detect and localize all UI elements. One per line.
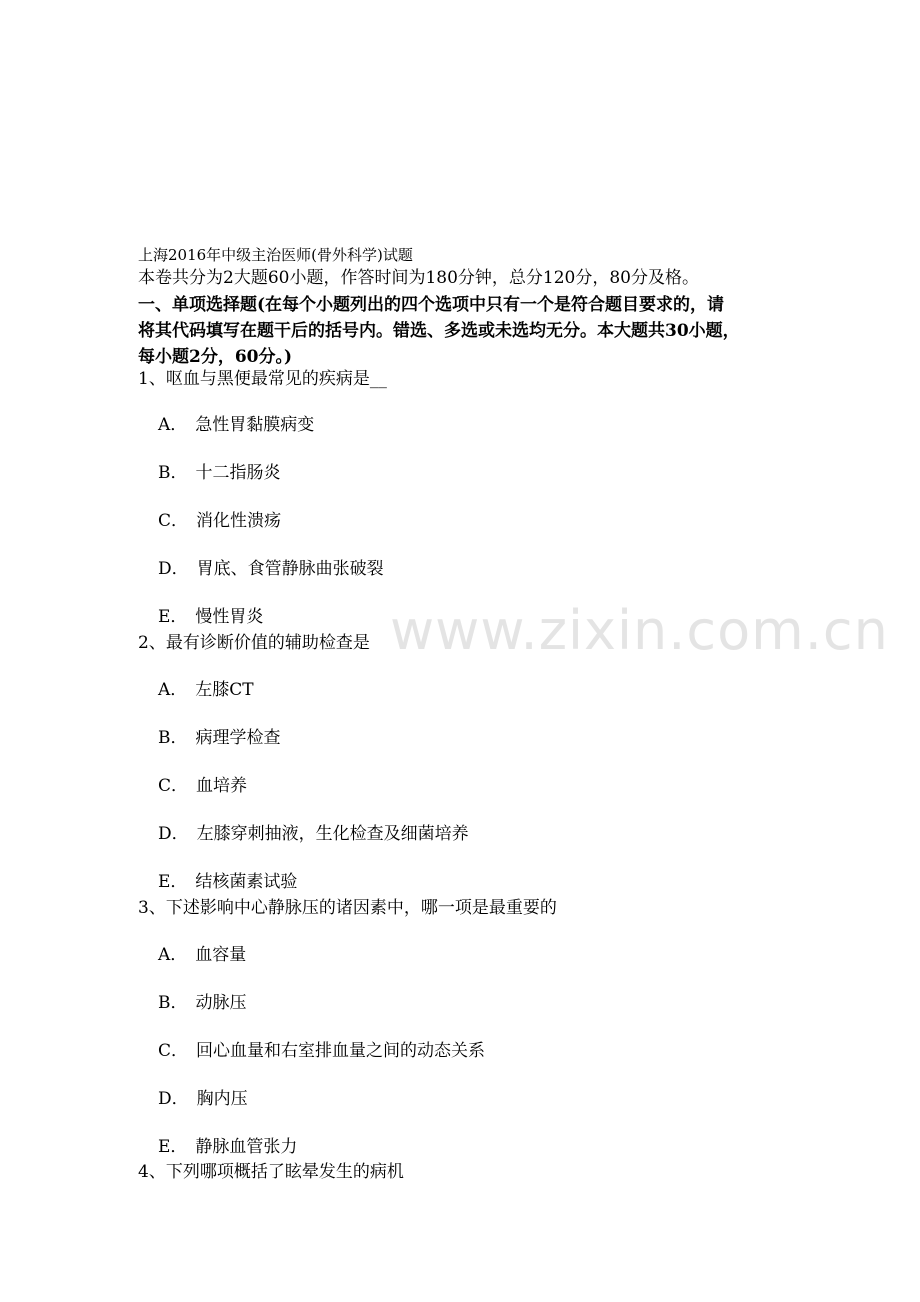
option-letter: B． — [158, 463, 188, 483]
section-heading — [138, 292, 788, 370]
option-letter: A． — [158, 415, 188, 435]
document-title: 上海2016年中级主治医师(骨外科学)试题 — [138, 246, 413, 264]
question-1-option-b — [158, 461, 281, 485]
question-2-option-e — [158, 870, 297, 894]
question-3-stem: 3、下述影响中心静脉压的诸因素中，哪一项是最重要的 — [138, 898, 557, 918]
option-text: 消化性溃疡 — [196, 511, 282, 531]
question-2-option-a — [158, 678, 254, 702]
option-text: 静脉血管张力 — [195, 1137, 298, 1157]
option-letter: B． — [158, 993, 188, 1013]
option-letter: A． — [158, 680, 188, 700]
question-3-option-e — [158, 1135, 297, 1159]
question-2-option-b — [158, 726, 281, 750]
option-letter: A． — [158, 945, 188, 965]
question-1-stem: 1、呕血与黑便最常见的疾病是__ — [138, 369, 387, 389]
question-3-option-b — [158, 991, 247, 1015]
section-heading-line: 一、单项选择题(在每个小题列出的四个选项中只有一个是符合题目要求的，请 — [138, 295, 725, 315]
option-text: 胃底、食管静脉曲张破裂 — [196, 559, 384, 579]
option-text: 动脉压 — [195, 993, 247, 1013]
option-text: 血培养 — [196, 776, 248, 796]
question-1-option-c — [158, 509, 281, 533]
option-letter: D． — [158, 559, 189, 579]
option-letter: E． — [158, 1137, 188, 1157]
question-2-option-d — [158, 822, 469, 846]
option-text: 血容量 — [195, 945, 247, 965]
option-text: 急性胃黏膜病变 — [195, 415, 315, 435]
watermark: www.zixin.com.cn — [390, 599, 889, 662]
option-text: 结核菌素试验 — [195, 872, 298, 892]
option-letter: E． — [158, 872, 188, 892]
option-text: 左膝穿刺抽液，生化检查及细菌培养 — [196, 824, 469, 844]
option-text: 左膝CT — [195, 680, 254, 700]
document-intro: 本卷共分为2大题60小题，作答时间为180分钟，总分120分，80分及格。 — [138, 268, 699, 288]
option-letter: B． — [158, 728, 188, 748]
question-1-option-d — [158, 557, 384, 581]
option-letter: C． — [158, 1041, 189, 1061]
section-heading-line: 每小题2分，60分。) — [138, 347, 293, 367]
question-3-option-d — [158, 1087, 248, 1111]
option-letter: C． — [158, 776, 189, 796]
question-2-stem: 2、最有诊断价值的辅助检查是 — [138, 633, 370, 653]
question-2-option-c — [158, 774, 247, 798]
question-1-option-a — [158, 413, 314, 437]
option-text: 十二指肠炎 — [195, 463, 281, 483]
option-letter: E． — [158, 607, 188, 627]
question-3-option-c — [158, 1039, 485, 1063]
option-letter: C． — [158, 511, 189, 531]
option-text: 胸内压 — [196, 1089, 248, 1109]
option-text: 回心血量和右室排血量之间的动态关系 — [196, 1041, 486, 1061]
option-letter: D． — [158, 824, 189, 844]
option-text: 慢性胃炎 — [195, 607, 264, 627]
question-1-option-e — [158, 605, 263, 629]
question-4-stem: 4、下列哪项概括了眩晕发生的病机 — [138, 1162, 404, 1182]
section-heading-line: 将其代码填写在题干后的括号内。错选、多选或未选均无分。本大题共30小题， — [138, 321, 740, 341]
option-text: 病理学检查 — [195, 728, 281, 748]
option-letter: D． — [158, 1089, 189, 1109]
question-3-option-a — [158, 943, 246, 967]
